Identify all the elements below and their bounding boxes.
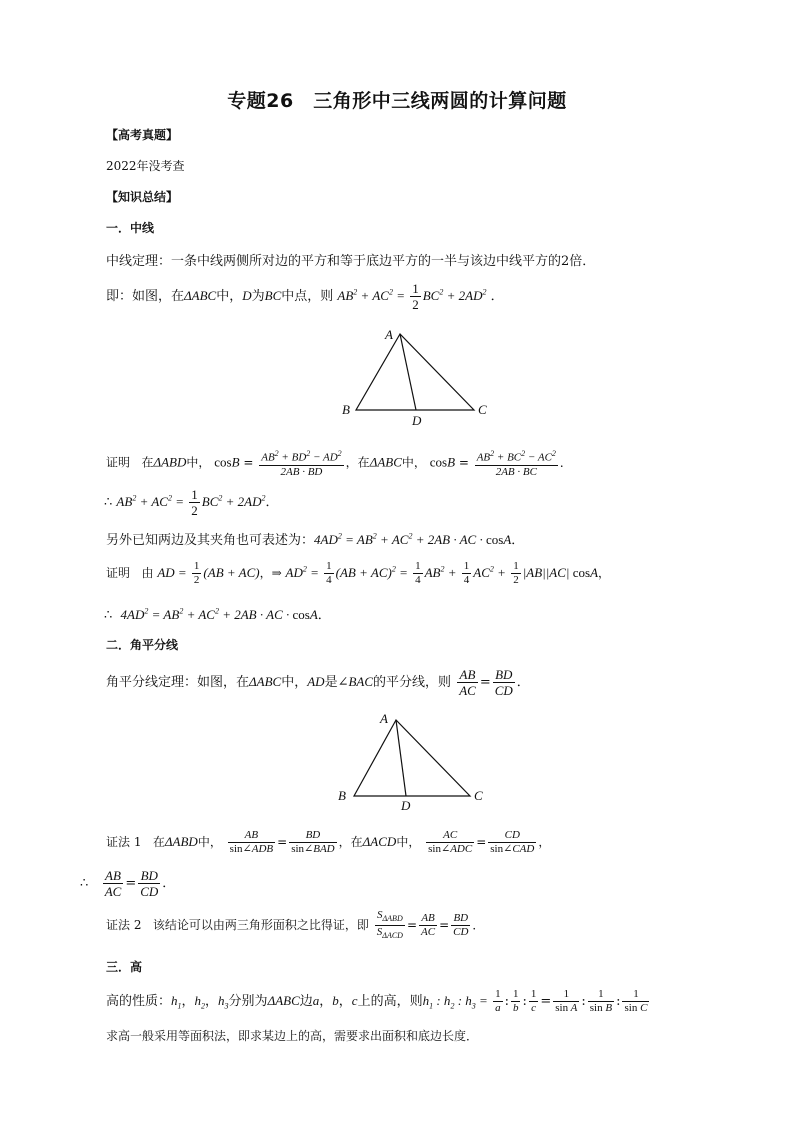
bisector-triangle-diagram bbox=[326, 706, 496, 814]
height-property: 高的性质：$h_1$，$h_2$，$h_3$分别为ΔABC边a，b，c上的高，则$h_1$ : $h_2$ : $h_3$ = $\frac{1}{a}$ : $\frac{1}{b}$ : $\frac{1}{c}$ = $\frac{1}{\text{sin A}}$ : $\frac{1}{\text{sin B}}$ : $\frac{1}{\text{sin C}}$ bbox=[106, 988, 648, 1014]
vector-conclusion: ∴ $4AD^2 = AB^2 + AC^2 + 2AB$ · AC · cosA． bbox=[104, 606, 331, 623]
median-alt: 另外已知两边及其夹角也可表述为：$4AD^2 = AB^2 + AC^2 + 2AB$ · AC · cosA． bbox=[106, 531, 525, 548]
median-example: 即：如图，在ΔABC中，D为BC中点，则 $AB^2 + AC^2$ = $\frac{1}{2}$ $BC^2 + 2AD^2$ ． bbox=[106, 281, 504, 312]
proof-median: 证明 在ΔABD中， cosB = $\frac{AB^2 + BD^2 - AD^2}{2AB \cdot BD}$ ，在ΔABC中， cosB = $\frac{AB^2 + BC^2 - AC^2}{2AB \cdot BC}$ ． bbox=[106, 449, 572, 478]
median-conclusion: ∴ $AB^2 + AC^2$ = $\frac{1}{2}$ $BC^2 + 2AD^2$． bbox=[104, 487, 279, 518]
height-note: 求高一般采用等面积法，即求某边上的高，需要求出面积和底边长度． bbox=[106, 1029, 479, 1043]
proof-bisector-2: 证法 2 该结论可以由两三角形面积之比得证，即 $\frac{S_{\Delta ABD}}{S_{\Delta ACD}}$ = $\frac{AB}{AC}$ = $\frac{BD}{CD}$ ． bbox=[106, 909, 485, 941]
label-d: D bbox=[401, 798, 411, 813]
heading-bisector: 二．角平分线 bbox=[106, 638, 179, 652]
median-triangle-diagram bbox=[330, 322, 500, 430]
median-theorem: 中线定理：一条中线两侧所对边的平方和等于底边平方的一半与该边中线平方的2倍． bbox=[106, 254, 596, 269]
section-summary: 【知识总结】 bbox=[106, 190, 179, 204]
label-a: A bbox=[385, 327, 393, 342]
label-b: B bbox=[342, 402, 350, 417]
label-a: A bbox=[380, 711, 388, 726]
label-c: C bbox=[474, 788, 483, 803]
page-title: 专题26 三角形中三线两圆的计算问题 bbox=[227, 90, 567, 112]
heading-height: 三．高 bbox=[106, 960, 143, 974]
bisector-theorem: 角平分线定理：如图，在ΔABC中，AD是∠BAC的平分线，则 $\frac{AB}{AC}$ = $\frac{BD}{CD}$ ． bbox=[106, 667, 530, 698]
label-b: B bbox=[338, 788, 346, 803]
gaokao-note: 2022年没考查 bbox=[106, 159, 185, 173]
label-c: C bbox=[478, 402, 487, 417]
proof-vector: 证明 由 AD = $\frac{1}{2}$ (AB + AC)，⇒ $AD^2$ = $\frac{1}{4}$ (AB + AC)$^2$ = $\frac{1}{4}$ $AB^2$ + $\frac{1}{4}$ $AC^2$ + $\frac{1}{2}$ |AB||AC| cosA， bbox=[106, 560, 611, 586]
heading-median: 一．中线 bbox=[106, 221, 155, 235]
proof-bisector-1: 证法 1 在ΔABD中， $\frac{AB}{\text{sin∠ADB}}$ = $\frac{BD}{\text{sin∠BAD}}$ ，在ΔACD中， $\frac{AC}{\text{sin∠ADC}}$ = $\frac{CD}{\text{sin∠CAD}}$ ， bbox=[106, 829, 551, 855]
section-gaokao: 【高考真题】 bbox=[106, 128, 179, 142]
label-d: D bbox=[412, 413, 422, 428]
bisector-conclusion: ∴ $\frac{AB}{AC}$ = $\frac{BD}{CD}$ ． bbox=[80, 868, 176, 899]
